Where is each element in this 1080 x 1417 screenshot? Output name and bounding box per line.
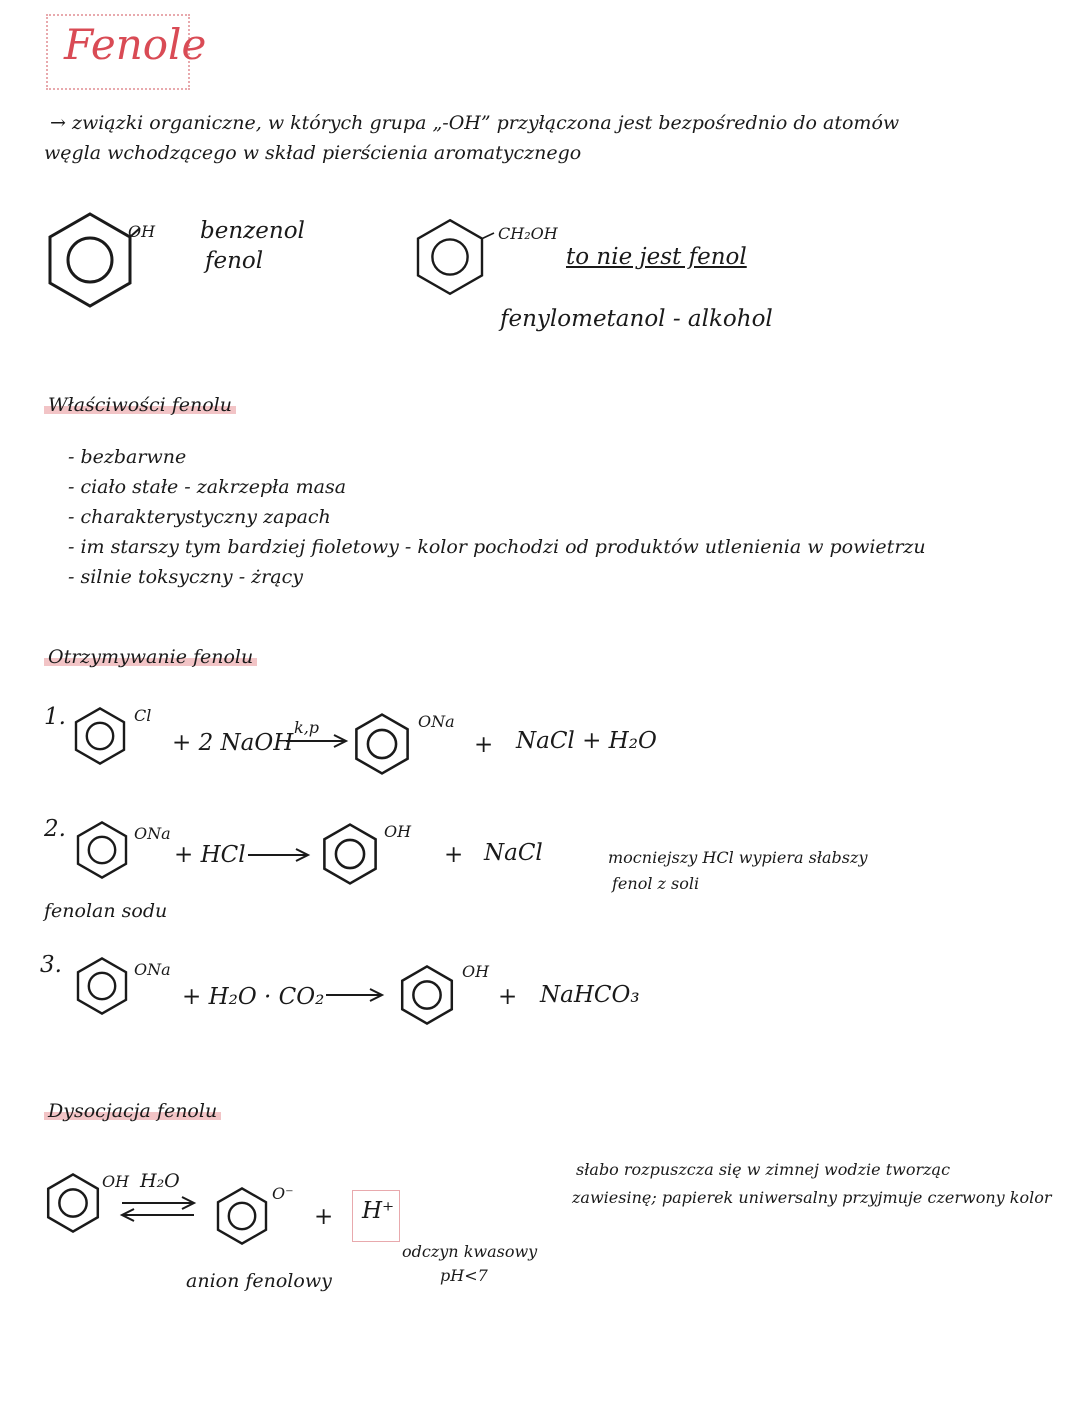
reaction-1-byproducts: NaCl + H₂O bbox=[516, 728, 657, 754]
reaction-2-ring-icon bbox=[72, 818, 132, 882]
dissociation-heading: Dysocjacja fenolu bbox=[44, 1100, 221, 1122]
solubility-note-1: słabo rozpuszcza się w zimnej wodzie tworząc bbox=[576, 1160, 951, 1179]
arrow-icon bbox=[246, 848, 312, 862]
dissociation-substituent: OH bbox=[102, 1172, 130, 1191]
reaction-3-substituent: ONa bbox=[134, 960, 171, 979]
phenolate-ring-icon bbox=[212, 1184, 272, 1248]
equilibrium-arrow-icon bbox=[118, 1196, 198, 1222]
solubility-note-2: zawiesinę; papierek uniwersalny przyjmuje czerwony kolor bbox=[572, 1188, 1052, 1207]
reaction-1-number: 1. bbox=[44, 704, 66, 730]
dissociation-plus: + bbox=[314, 1204, 334, 1230]
definition-line-2: węgla wchodzącego w skład pierścienia aromatycznego bbox=[44, 142, 582, 164]
phenol-name-2: fenol bbox=[205, 248, 264, 274]
reaction-2-reagent: + HCl bbox=[174, 842, 246, 868]
acidic-note: odczyn kwasowy bbox=[402, 1242, 538, 1261]
definition-line-1: → związki organiczne, w których grupa „-OH” przyłączona jest bezpośrednio do atomów bbox=[50, 112, 900, 134]
proton: H⁺ bbox=[362, 1198, 395, 1224]
reaction-2-product-ring-icon bbox=[318, 820, 382, 888]
anion-name: anion fenolowy bbox=[186, 1270, 332, 1292]
reaction-3-number: 3. bbox=[40, 952, 62, 978]
reaction-3-byproduct: NaHCO₃ bbox=[540, 982, 640, 1008]
arrow-icon bbox=[284, 734, 350, 748]
not-phenol-note: to nie jest fenol bbox=[566, 244, 747, 270]
properties-heading: Właściwości fenolu bbox=[44, 394, 236, 416]
preparation-heading: Otrzymywanie fenolu bbox=[44, 646, 257, 668]
property-item: - charakterystyczny zapach bbox=[68, 506, 331, 528]
ph-note: pH<7 bbox=[440, 1266, 488, 1285]
reaction-3-reagent: + H₂O · CO₂ bbox=[182, 984, 325, 1010]
property-item: - ciało stałe - zakrzepła masa bbox=[68, 476, 347, 498]
reaction-1-product-ring-icon bbox=[350, 710, 414, 778]
reaction-1-conditions: k,p bbox=[294, 718, 320, 737]
reaction-3-plus: + bbox=[498, 984, 518, 1010]
property-item: - silnie toksyczny - żrący bbox=[68, 566, 303, 588]
reaction-3-product-substituent: OH bbox=[462, 962, 490, 981]
benzyl-group: CH₂OH bbox=[498, 224, 558, 243]
reaction-2-note-2: fenol z soli bbox=[612, 874, 700, 893]
sodium-phenolate-name: fenolan sodu bbox=[44, 900, 168, 922]
reaction-1-ring-icon bbox=[70, 704, 130, 768]
reaction-2-substituent: ONa bbox=[134, 824, 171, 843]
arrow-icon bbox=[324, 988, 386, 1002]
property-item: - bezbarwne bbox=[68, 446, 187, 468]
reaction-2-note-1: mocniejszy HCl wypiera słabszy bbox=[608, 848, 868, 867]
dissociation-ring-icon bbox=[42, 1170, 104, 1236]
property-item: - im starszy tym bardziej fioletowy - kolor pochodzi od produktów utlenienia w powietrzu bbox=[68, 536, 926, 558]
reaction-2-product-substituent: OH bbox=[384, 822, 412, 841]
phenol-name-1: benzenol bbox=[200, 218, 305, 244]
reaction-1-substituent: Cl bbox=[134, 706, 152, 725]
reaction-1-reagent: + 2 NaOH bbox=[172, 730, 294, 756]
reaction-2-byproduct: NaCl bbox=[484, 840, 543, 866]
reaction-2-number: 2. bbox=[44, 816, 66, 842]
phenol-group: OH bbox=[128, 222, 156, 241]
phenolate-substituent: O⁻ bbox=[272, 1184, 294, 1203]
dissociation-water: H₂O bbox=[140, 1170, 180, 1192]
reaction-3-ring-icon bbox=[72, 954, 132, 1018]
benzyl-ring-icon bbox=[410, 212, 490, 302]
benzyl-name: fenylometanol - alkohol bbox=[500, 306, 773, 332]
reaction-2-plus: + bbox=[444, 842, 464, 868]
phenol-ring-icon bbox=[40, 210, 140, 310]
reaction-1-product-substituent: ONa bbox=[418, 712, 455, 731]
reaction-1-plus: + bbox=[474, 732, 494, 758]
reaction-3-product-ring-icon bbox=[396, 962, 458, 1028]
page-title: Fenole bbox=[64, 20, 207, 69]
